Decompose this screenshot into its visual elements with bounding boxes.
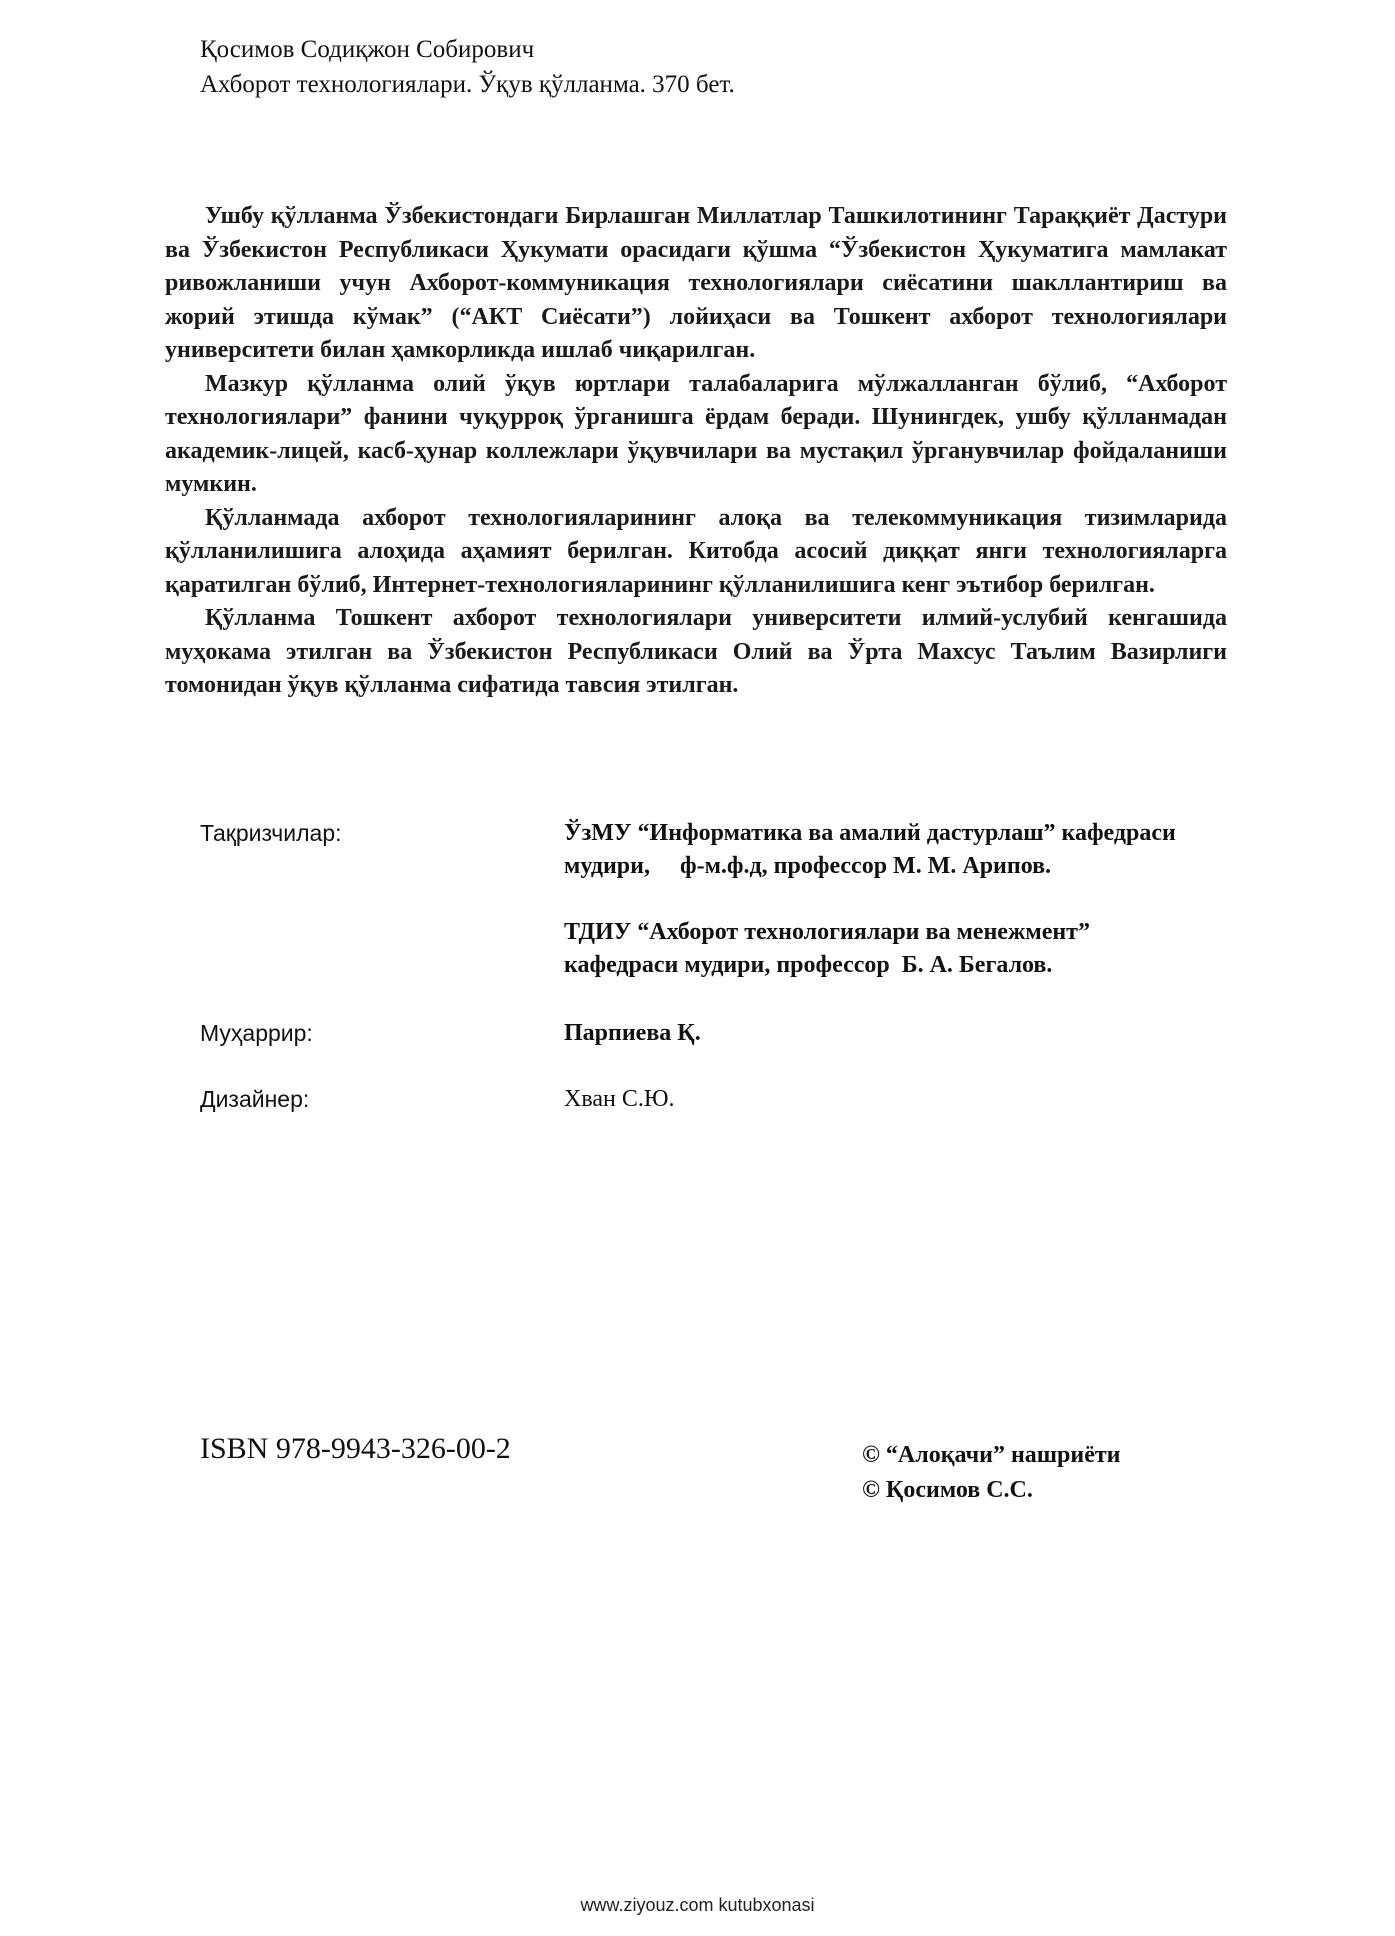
editor-row [200, 1017, 1230, 1050]
reviewer-2-line: ТДИУ “Ахборот технологиялари ва менежмент” [564, 919, 1090, 945]
copyright-publisher: © “Алоқачи” нашриёти [862, 1442, 1121, 1468]
reviewers-list [564, 817, 1230, 982]
editor-label: Муҳаррир: [200, 1020, 313, 1046]
copyright-block [862, 1438, 1121, 1508]
designer-row [200, 1083, 1230, 1116]
reviewer-1-line: мудири, ф-м.ф.д, профессор М. М. Арипов. [564, 853, 1052, 879]
credits-section [200, 817, 1230, 1116]
editor-name: Парпиева Қ. [564, 1020, 701, 1046]
reviewers-row [200, 817, 1230, 982]
footer-watermark: www.ziyouz.com kutubxonasi [580, 1895, 815, 1915]
reviewer-1-line: ЎзМУ “Информатика ва амалий дастурлаш” кафедраси [564, 820, 1176, 846]
abstract-section [165, 200, 1227, 703]
designer-name: Хван С.Ю. [564, 1086, 675, 1112]
reviewers-label: Тақризчилар: [200, 820, 342, 846]
isbn-number: ISBN 978-9943-326-00-2 [200, 1432, 511, 1465]
book-title-line: Ахборот технологиялари. Ўқув қўлланма. 370 бет. [200, 71, 735, 98]
book-header [200, 32, 735, 102]
abstract-paragraph: Қўлланма Тошкент ахборот технологиялари университети илмий-услубий кенгашида муҳокама этилган ва Ўзбекистон Республикаси Олий ва Ўрта Махсус Таълим Вазирлиги томонидан ўқув қўлланма сифатида тавсия этилган. [165, 605, 1227, 698]
designer-label: Дизайнер: [200, 1086, 310, 1112]
author-name: Қосимов Содиқжон Собирович [200, 36, 535, 63]
abstract-paragraph: Қўлланмада ахборот технологияларининг алоқа ва телекоммуникация тизимларида қўлланилишига алоҳида аҳамият берилган. Китобда асосий диққат янги технологияларга қаратилган бўлиб, Интернет-технологияларининг қўлланилишига кенг эътибор берилган. [165, 504, 1227, 598]
reviewer-2-line: кафедраси мудири, профессор Б. А. Бегалов. [564, 952, 1053, 978]
copyright-author: © Қосимов С.С. [862, 1477, 1033, 1503]
abstract-paragraph: Ушбу қўлланма Ўзбекистондаги Бирлашган Миллатлар Ташкилотининг Тараққиёт Дастури ва Ўзбекистон Республикаси Ҳукумати орасидаги қўшма “Ўзбекистон Ҳукуматига мамлакат ривожланиши учун Ахборот-коммуникация технологиялари сиёсатини шакллантириш ва жорий этишда кўмак” (“АКТ Сиёсати”) лойиҳаси ва Тошкент ахборот технологиялари университети билан ҳамкорликда ишлаб чиқарилган. [165, 203, 1227, 363]
abstract-paragraph: Мазкур қўлланма олий ўқув юртлари талабаларига мўлжалланган бўлиб, “Ахборот технологиялари” фанини чуқурроқ ўрганишга ёрдам беради. Шунингдек, ушбу қўлланмадан академик-лицей, касб-ҳунар коллежлари ўқувчилари ва мустақил ўрганувчилар фойдаланиши мумкин. [165, 370, 1227, 497]
